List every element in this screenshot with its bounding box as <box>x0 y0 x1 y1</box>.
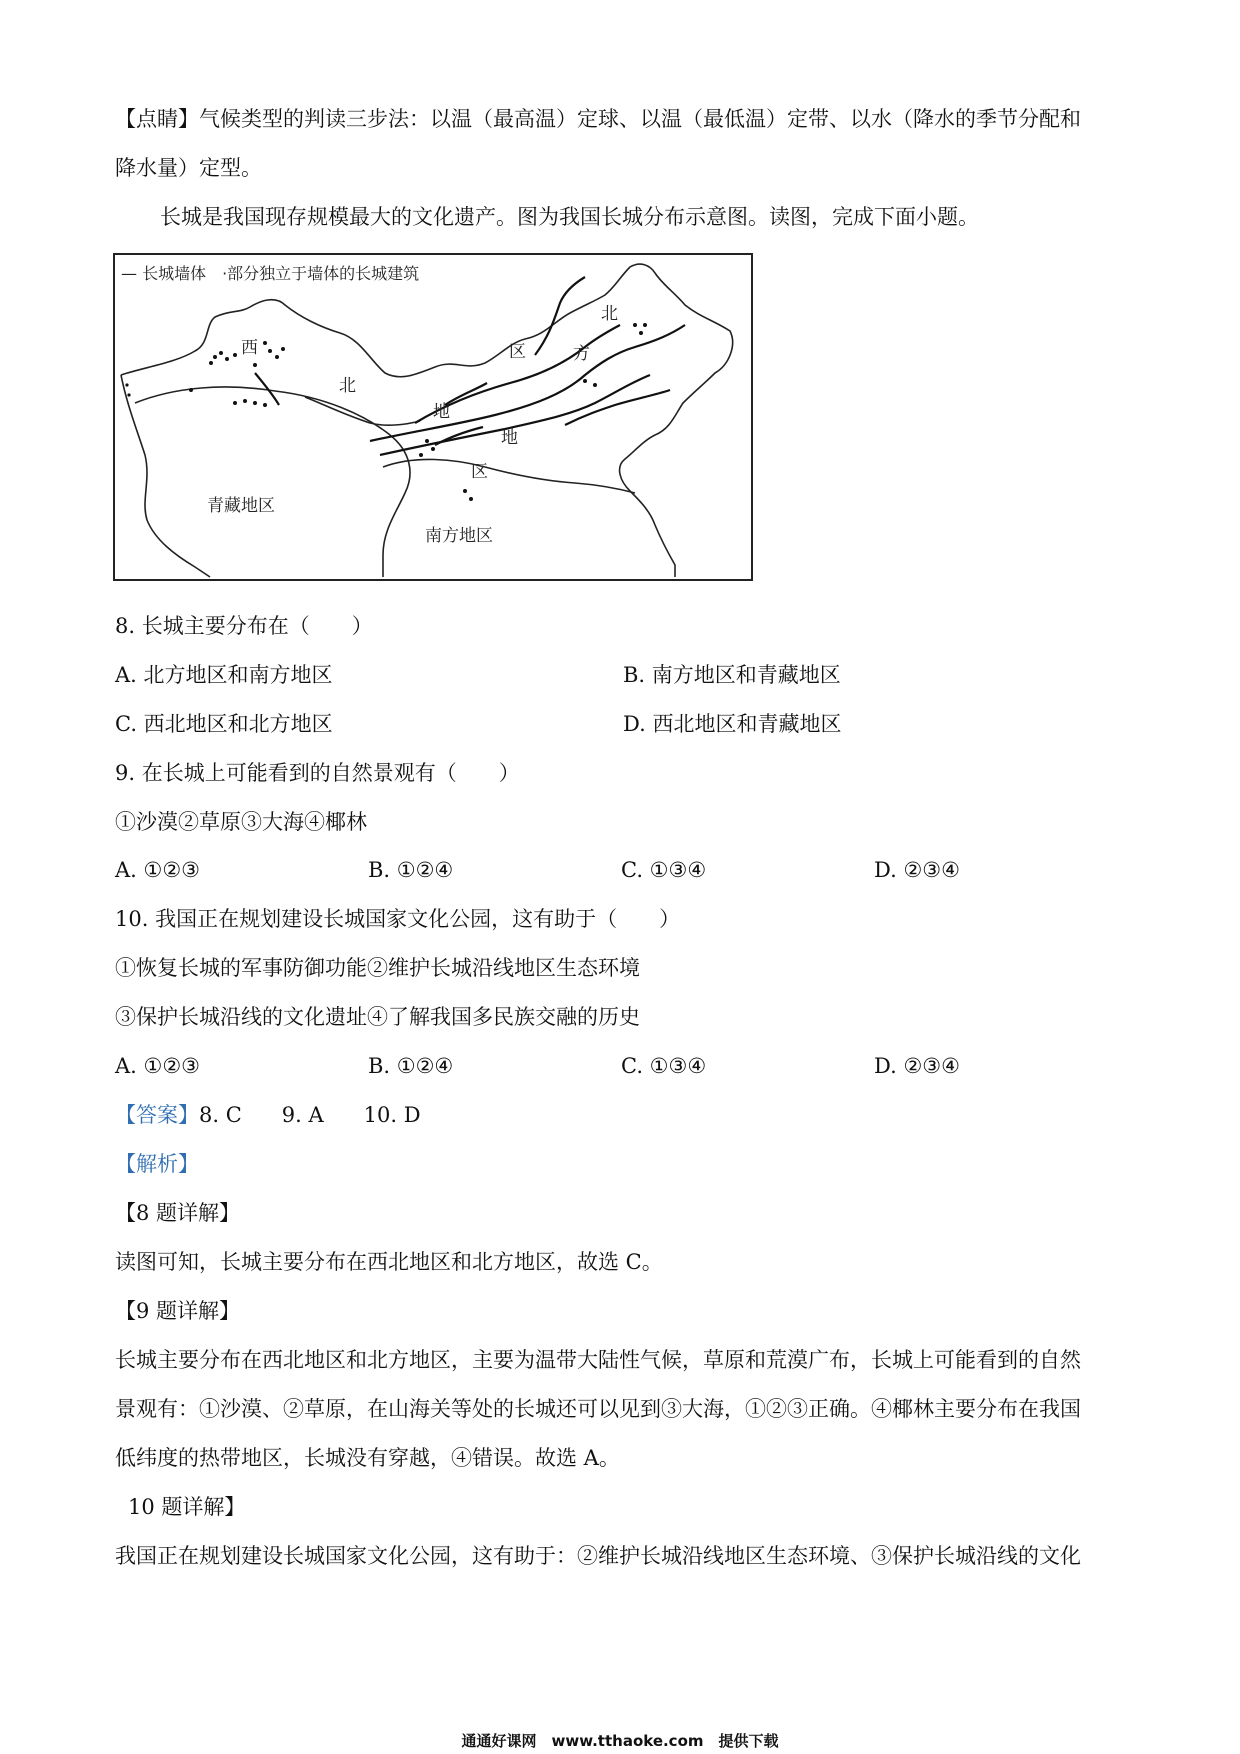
answer-10: 10. D <box>363 1103 421 1127</box>
detail-8-text: 读图可知，长城主要分布在西北地区和北方地区，故选 C。 <box>115 1250 663 1274</box>
q9-stem: 9. 在长城上可能看到的自然景观有（ ） <box>115 761 520 785</box>
q9-option-d: D. ②③④ <box>874 858 960 882</box>
label-bei-nw: 北 <box>339 376 356 396</box>
tip-line-1 <box>115 105 1081 133</box>
wall-line-8 <box>435 427 483 445</box>
q9-option-b: B. ①②④ <box>368 858 454 882</box>
great-wall-map <box>113 253 753 581</box>
answer-label: 【答案】 <box>115 1103 199 1127</box>
detail-9-heading: 【9 题详解】 <box>115 1299 241 1323</box>
q8-option-d: D. 西北地区和青藏地区 <box>623 712 842 736</box>
label-bei-n: 北 <box>601 304 618 324</box>
label-nanfang: 南方地区 <box>425 526 493 546</box>
analysis-label: 【解析】 <box>115 1152 199 1176</box>
wall-line-5 <box>565 390 670 425</box>
label-xi: 西 <box>241 338 258 358</box>
label-qu-top: 区 <box>509 342 526 362</box>
q10-option-a: A. ①②③ <box>115 1054 200 1078</box>
q8-stem: 8. 长城主要分布在（ ） <box>115 614 373 638</box>
q8-option-c: C. 西北地区和北方地区 <box>115 712 333 736</box>
tip-line-2: 降水量）定型。 <box>115 156 262 180</box>
detail-9-line-2: 景观有：①沙漠、②草原，在山海关等处的长城还可以见到③大海，①②③正确。④椰林主要分布在我国 <box>115 1397 1081 1421</box>
q10-option-d: D. ②③④ <box>874 1054 960 1078</box>
answer-line <box>115 1101 421 1129</box>
detail-8-heading: 【8 题详解】 <box>115 1201 241 1225</box>
label-qu-bottom: 区 <box>471 462 488 482</box>
label-di-1: 地 <box>433 402 450 422</box>
label-qingzang: 青藏地区 <box>207 496 275 516</box>
west-border <box>121 375 210 577</box>
detail-9-line-1: 长城主要分布在西北地区和北方地区，主要为温带大陆性气候，草原和荒漠广布，长城上可能看到的自然 <box>115 1348 1081 1372</box>
q10-items-1: ①恢复长城的军事防御功能②维护长城沿线地区生态环境 <box>115 956 640 980</box>
detail-10-heading: 10 题详解】 <box>128 1495 246 1519</box>
q9-option-a: A. ①②③ <box>115 858 200 882</box>
q9-option-c: C. ①③④ <box>621 858 707 882</box>
q10-option-c: C. ①③④ <box>621 1054 707 1078</box>
map-legend: — 长城墙体 ·部分独立于墙体的长城建筑 <box>121 264 420 283</box>
intro-text: 长城是我国现存规模最大的文化遗产。图为我国长城分布示意图。读图，完成下面小题。 <box>160 205 979 229</box>
detail-9-line-3: 低纬度的热带地区，长城没有穿越，④错误。故选 A。 <box>115 1446 620 1470</box>
answer-8: 8. C <box>199 1103 242 1127</box>
detail-10-line-1: 我国正在规划建设长城国家文化公园，这有助于：②维护长城沿线地区生态环境、③保护长城沿线的文化 <box>115 1544 1081 1568</box>
tip-label: 【点睛】 <box>115 107 199 131</box>
answer-9: 9. A <box>281 1103 324 1127</box>
q8-option-a: A. 北方地区和南方地区 <box>115 663 333 687</box>
qingzang-boundary <box>135 387 410 577</box>
page-footer: 通通好课网 www.tthaoke.com 提供下载 <box>461 1732 779 1750</box>
tip-text-1: 气候类型的判读三步法：以温（最高温）定球、以温（最低温）定带、以水（降水的季节分配和 <box>199 107 1081 131</box>
south-boundary <box>383 459 635 493</box>
label-di-2: 地 <box>501 428 518 448</box>
q10-option-b: B. ①②④ <box>368 1054 454 1078</box>
q8-option-b: B. 南方地区和青藏地区 <box>623 663 841 687</box>
q10-stem: 10. 我国正在规划建设长城国家文化公园，这有助于（ ） <box>115 907 681 931</box>
q9-items: ①沙漠②草原③大海④椰林 <box>115 810 367 834</box>
wall-line-6 <box>445 383 487 405</box>
q10-items-2: ③保护长城沿线的文化遗址④了解我国多民族交融的历史 <box>115 1005 640 1029</box>
label-fang: 方 <box>573 344 590 364</box>
